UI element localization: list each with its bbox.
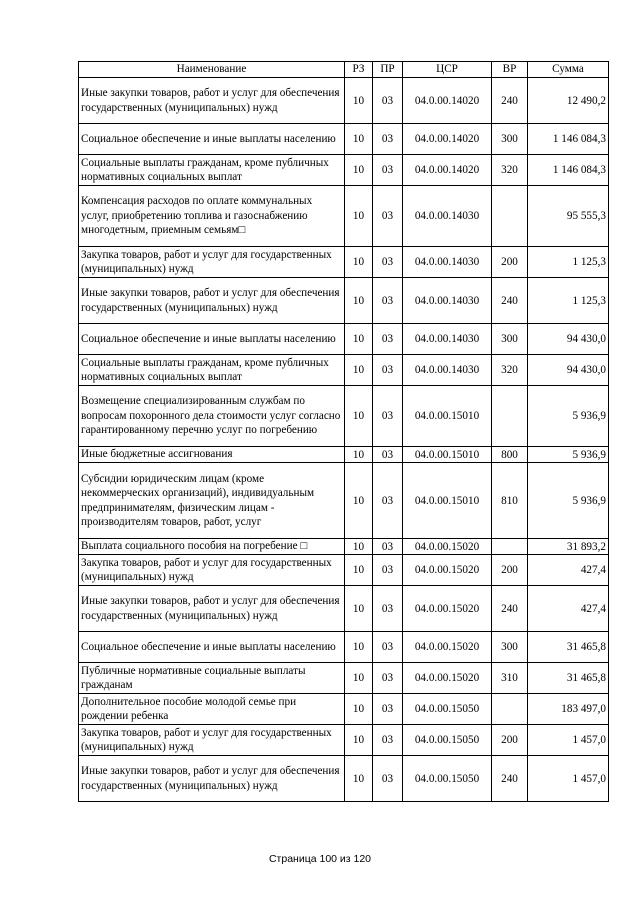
cell-sum: 31 465,8 bbox=[528, 663, 609, 694]
cell-csr: 04.0.00.15050 bbox=[403, 694, 492, 725]
header-name: Наименование bbox=[79, 62, 345, 78]
cell-sum: 427,4 bbox=[528, 555, 609, 586]
cell-sum: 95 555,3 bbox=[528, 186, 609, 247]
cell-pr: 03 bbox=[373, 539, 403, 555]
header-csr: ЦСР bbox=[403, 62, 492, 78]
cell-sum: 1 457,0 bbox=[528, 725, 609, 756]
cell-name: Социальные выплаты гражданам, кроме публичных нормативных социальных выплат bbox=[79, 355, 345, 386]
cell-pr: 03 bbox=[373, 447, 403, 463]
cell-vr: 320 bbox=[492, 355, 528, 386]
header-row bbox=[79, 62, 609, 78]
cell-rz: 10 bbox=[345, 355, 373, 386]
cell-name: Дополнительное пособие молодой семье при рождении ребенка bbox=[79, 694, 345, 725]
cell-pr: 03 bbox=[373, 694, 403, 725]
cell-vr: 240 bbox=[492, 586, 528, 632]
cell-rz: 10 bbox=[345, 155, 373, 186]
cell-vr: 240 bbox=[492, 756, 528, 802]
cell-pr: 03 bbox=[373, 186, 403, 247]
cell-pr: 03 bbox=[373, 78, 403, 124]
cell-sum: 1 146 084,3 bbox=[528, 124, 609, 155]
header-sum: Сумма bbox=[528, 62, 609, 78]
cell-name: Иные закупки товаров, работ и услуг для обеспечения государственных (муниципальных) нужд bbox=[79, 756, 345, 802]
table-row bbox=[79, 186, 609, 247]
cell-name: Иные бюджетные ассигнования bbox=[79, 447, 345, 463]
cell-name: Закупка товаров, работ и услуг для государственных (муниципальных) нужд bbox=[79, 725, 345, 756]
cell-vr: 300 bbox=[492, 324, 528, 355]
cell-csr: 04.0.00.15010 bbox=[403, 463, 492, 539]
cell-vr: 800 bbox=[492, 447, 528, 463]
cell-sum: 94 430,0 bbox=[528, 355, 609, 386]
cell-csr: 04.0.00.15010 bbox=[403, 447, 492, 463]
cell-rz: 10 bbox=[345, 324, 373, 355]
cell-pr: 03 bbox=[373, 463, 403, 539]
cell-vr: 200 bbox=[492, 555, 528, 586]
table-row bbox=[79, 155, 609, 186]
table-row bbox=[79, 124, 609, 155]
cell-rz: 10 bbox=[345, 663, 373, 694]
cell-sum: 1 146 084,3 bbox=[528, 155, 609, 186]
cell-csr: 04.0.00.15020 bbox=[403, 632, 492, 663]
cell-csr: 04.0.00.14020 bbox=[403, 78, 492, 124]
header-rz: РЗ bbox=[345, 62, 373, 78]
cell-name: Социальное обеспечение и иные выплаты населению bbox=[79, 124, 345, 155]
table-row bbox=[79, 632, 609, 663]
cell-sum: 427,4 bbox=[528, 586, 609, 632]
cell-csr: 04.0.00.15050 bbox=[403, 725, 492, 756]
cell-vr: 240 bbox=[492, 278, 528, 324]
table-row bbox=[79, 386, 609, 447]
cell-name: Иные закупки товаров, работ и услуг для обеспечения государственных (муниципальных) нужд bbox=[79, 586, 345, 632]
cell-rz: 10 bbox=[345, 186, 373, 247]
cell-name: Закупка товаров, работ и услуг для государственных (муниципальных) нужд bbox=[79, 247, 345, 278]
cell-rz: 10 bbox=[345, 725, 373, 756]
cell-csr: 04.0.00.14030 bbox=[403, 186, 492, 247]
cell-vr: 810 bbox=[492, 463, 528, 539]
cell-rz: 10 bbox=[345, 278, 373, 324]
cell-csr: 04.0.00.15020 bbox=[403, 539, 492, 555]
cell-csr: 04.0.00.15010 bbox=[403, 386, 492, 447]
cell-pr: 03 bbox=[373, 555, 403, 586]
cell-pr: 03 bbox=[373, 586, 403, 632]
cell-vr bbox=[492, 694, 528, 725]
cell-name: Возмещение специализированным службам по вопросам похоронного дела стоимости услуг согласно гарантированному перечню услуг по погребению bbox=[79, 386, 345, 447]
cell-sum: 5 936,9 bbox=[528, 463, 609, 539]
header-pr: ПР bbox=[373, 62, 403, 78]
cell-rz: 10 bbox=[345, 555, 373, 586]
cell-vr: 200 bbox=[492, 725, 528, 756]
cell-csr: 04.0.00.14030 bbox=[403, 355, 492, 386]
cell-rz: 10 bbox=[345, 539, 373, 555]
table-row bbox=[79, 725, 609, 756]
cell-name: Социальные выплаты гражданам, кроме публичных нормативных социальных выплат bbox=[79, 155, 345, 186]
cell-pr: 03 bbox=[373, 278, 403, 324]
cell-name: Иные закупки товаров, работ и услуг для обеспечения государственных (муниципальных) нужд bbox=[79, 78, 345, 124]
table-row bbox=[79, 756, 609, 802]
cell-rz: 10 bbox=[345, 756, 373, 802]
cell-name: Социальное обеспечение и иные выплаты населению bbox=[79, 632, 345, 663]
cell-rz: 10 bbox=[345, 463, 373, 539]
cell-csr: 04.0.00.14030 bbox=[403, 247, 492, 278]
table-row bbox=[79, 539, 609, 555]
cell-name: Закупка товаров, работ и услуг для государственных (муниципальных) нужд bbox=[79, 555, 345, 586]
cell-pr: 03 bbox=[373, 155, 403, 186]
cell-name: Публичные нормативные социальные выплаты гражданам bbox=[79, 663, 345, 694]
cell-pr: 03 bbox=[373, 355, 403, 386]
budget-table bbox=[78, 61, 609, 802]
cell-vr bbox=[492, 539, 528, 555]
cell-sum: 12 490,2 bbox=[528, 78, 609, 124]
cell-pr: 03 bbox=[373, 632, 403, 663]
cell-name: Выплата социального пособия на погребение □ bbox=[79, 539, 345, 555]
cell-csr: 04.0.00.14030 bbox=[403, 278, 492, 324]
cell-sum: 5 936,9 bbox=[528, 447, 609, 463]
cell-pr: 03 bbox=[373, 756, 403, 802]
cell-name: Субсидии юридическим лицам (кроме некоммерческих организаций), индивидуальным предпринимателям, физическим лицам - производителям товаров, работ, услуг bbox=[79, 463, 345, 539]
cell-csr: 04.0.00.15020 bbox=[403, 663, 492, 694]
cell-sum: 31 465,8 bbox=[528, 632, 609, 663]
cell-rz: 10 bbox=[345, 586, 373, 632]
cell-vr: 300 bbox=[492, 632, 528, 663]
cell-pr: 03 bbox=[373, 324, 403, 355]
cell-sum: 1 125,3 bbox=[528, 247, 609, 278]
cell-pr: 03 bbox=[373, 725, 403, 756]
cell-vr: 320 bbox=[492, 155, 528, 186]
page-number: Страница 100 из 120 bbox=[268, 853, 372, 865]
table-row bbox=[79, 247, 609, 278]
cell-vr: 240 bbox=[492, 78, 528, 124]
cell-rz: 10 bbox=[345, 386, 373, 447]
cell-pr: 03 bbox=[373, 124, 403, 155]
cell-pr: 03 bbox=[373, 663, 403, 694]
cell-rz: 10 bbox=[345, 694, 373, 725]
cell-pr: 03 bbox=[373, 386, 403, 447]
table-row bbox=[79, 355, 609, 386]
table-row bbox=[79, 586, 609, 632]
cell-csr: 04.0.00.15020 bbox=[403, 555, 492, 586]
table-row bbox=[79, 463, 609, 539]
cell-vr bbox=[492, 186, 528, 247]
cell-name: Иные закупки товаров, работ и услуг для обеспечения государственных (муниципальных) нужд bbox=[79, 278, 345, 324]
cell-csr: 04.0.00.14020 bbox=[403, 124, 492, 155]
cell-rz: 10 bbox=[345, 247, 373, 278]
cell-rz: 10 bbox=[345, 78, 373, 124]
cell-rz: 10 bbox=[345, 124, 373, 155]
table-row bbox=[79, 324, 609, 355]
table-row bbox=[79, 555, 609, 586]
cell-sum: 31 893,2 bbox=[528, 539, 609, 555]
cell-csr: 04.0.00.15020 bbox=[403, 586, 492, 632]
cell-sum: 1 457,0 bbox=[528, 756, 609, 802]
cell-vr: 310 bbox=[492, 663, 528, 694]
header-vr: ВР bbox=[492, 62, 528, 78]
cell-sum: 5 936,9 bbox=[528, 386, 609, 447]
table-row bbox=[79, 78, 609, 124]
table-header bbox=[79, 62, 609, 78]
cell-csr: 04.0.00.14020 bbox=[403, 155, 492, 186]
cell-pr: 03 bbox=[373, 247, 403, 278]
cell-rz: 10 bbox=[345, 447, 373, 463]
cell-vr bbox=[492, 386, 528, 447]
cell-csr: 04.0.00.14030 bbox=[403, 324, 492, 355]
cell-name: Социальное обеспечение и иные выплаты населению bbox=[79, 324, 345, 355]
table-body bbox=[79, 78, 609, 802]
table-row bbox=[79, 447, 609, 463]
cell-rz: 10 bbox=[345, 632, 373, 663]
table-row bbox=[79, 278, 609, 324]
cell-vr: 200 bbox=[492, 247, 528, 278]
table-row bbox=[79, 663, 609, 694]
table-row bbox=[79, 694, 609, 725]
cell-name: Компенсация расходов по оплате коммунальных услуг, приобретению топлива и газоснабжению многодетным, приемным семьям□ bbox=[79, 186, 345, 247]
cell-sum: 1 125,3 bbox=[528, 278, 609, 324]
cell-sum: 94 430,0 bbox=[528, 324, 609, 355]
cell-sum: 183 497,0 bbox=[528, 694, 609, 725]
cell-vr: 300 bbox=[492, 124, 528, 155]
cell-csr: 04.0.00.15050 bbox=[403, 756, 492, 802]
